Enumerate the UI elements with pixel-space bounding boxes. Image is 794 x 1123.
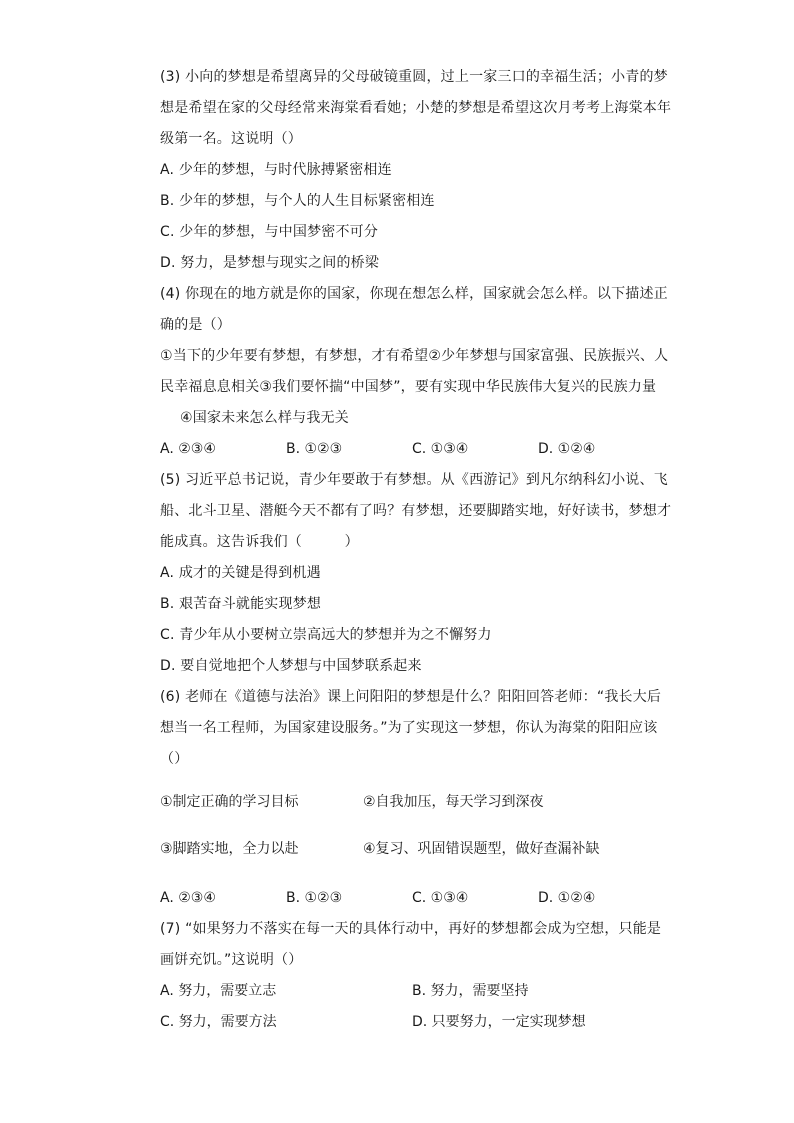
question-6	[160, 682, 670, 914]
option-a[interactable]: A. ②③④	[160, 441, 216, 457]
question-stem-line: 想是希望在家的父母经常来海棠看看她；小楚的梦想是希望这次月考考上海棠本年	[160, 100, 672, 116]
question-stem-line: 级第一名。这说明（）	[160, 131, 302, 147]
option-c[interactable]: C. 努力，需要方法	[160, 1014, 277, 1030]
question-7	[160, 914, 670, 1038]
statement-row	[160, 779, 670, 826]
option-c[interactable]: C. 青少年从小要树立崇高远大的梦想并为之不懈努力	[160, 627, 492, 643]
option-b[interactable]: B. ①②③	[286, 441, 343, 457]
option-a[interactable]: A. 少年的梦想，与时代脉搏紧密相连	[160, 162, 392, 178]
question-3	[160, 62, 670, 279]
option-b[interactable]: B. 少年的梦想，与个人的人生目标紧密相连	[160, 193, 435, 209]
question-4	[160, 279, 670, 465]
option-d[interactable]: D. 只要努力，一定实现梦想	[412, 1014, 586, 1030]
question-stem-line: 想当一名工程师，为国家建设服务。”为了实现这一梦想，你认为海棠的阳阳应该	[160, 720, 658, 736]
question-stem-line: (6) 老师在《道德与法治》课上问阳阳的梦想是什么？阳阳回答老师：“我长大后	[160, 689, 662, 705]
statement-line: ①当下的少年要有梦想，有梦想，才有希望②少年梦想与国家富强、民族振兴、人	[160, 348, 669, 364]
exam-page	[160, 62, 670, 1038]
question-stem-line: (5) 习近平总书记说，青少年要敢于有梦想。从《西游记》到凡尔纳科幻小说、飞	[160, 472, 668, 488]
option-c[interactable]: C. ①③④	[412, 890, 469, 906]
option-b[interactable]: B. 努力，需要坚持	[412, 983, 529, 999]
question-stem-line: 确的是（）	[160, 317, 231, 333]
option-d[interactable]: D. ①②④	[538, 890, 596, 906]
statement-1: ①制定正确的学习目标	[160, 794, 299, 810]
option-c[interactable]: C. ①③④	[412, 441, 469, 457]
question-stem-line: （）	[160, 751, 189, 767]
option-c[interactable]: C. 少年的梦想，与中国梦密不可分	[160, 224, 379, 240]
statement-line: 民幸福息息相关③我们要怀揣“中国梦”，要有实现中华民族伟大复兴的民族力量	[160, 379, 657, 395]
option-d[interactable]: D. 努力，是梦想与现实之间的桥梁	[160, 255, 380, 271]
option-b[interactable]: B. 艰苦奋斗就能实现梦想	[160, 596, 322, 612]
question-5	[160, 465, 670, 682]
question-stem-line: (3) 小向的梦想是希望离异的父母破镜重圆，过上一家三口的幸福生活；小青的梦	[160, 69, 668, 85]
statement-row	[160, 826, 670, 873]
options-row	[160, 434, 670, 465]
option-d[interactable]: D. 要自觉地把个人梦想与中国梦联系起来	[160, 658, 422, 674]
statement-4: ④复习、巩固错误题型，做好查漏补缺	[363, 841, 600, 857]
question-stem-line: (4) 你现在的地方就是你的国家，你现在想怎么样，国家就会怎么样。以下描述正	[160, 286, 668, 302]
options-row	[160, 976, 670, 1007]
option-a[interactable]: A. 成才的关键是得到机遇	[160, 565, 321, 581]
statement-3: ③脚踏实地，全力以赴	[160, 841, 299, 857]
statement-line: ④国家未来怎么样与我无关	[180, 410, 349, 426]
options-row	[160, 883, 670, 914]
question-stem-line: (7) “如果努力不落实在每一天的具体行动中，再好的梦想都会成为空想，只能是	[160, 921, 662, 937]
question-stem-line: 船、北斗卫星、潜艇今天不都有了吗？有梦想，还要脚踏实地，好好读书，梦想才	[160, 503, 672, 519]
option-a[interactable]: A. ②③④	[160, 890, 216, 906]
option-a[interactable]: A. 努力，需要立志	[160, 983, 277, 999]
option-b[interactable]: B. ①②③	[286, 890, 343, 906]
question-stem-line: 能成真。这告诉我们（ ）	[160, 534, 359, 550]
option-d[interactable]: D. ①②④	[538, 441, 596, 457]
question-stem-line: 画饼充饥。”这说明（）	[160, 952, 303, 968]
statement-2: ②自我加压，每天学习到深夜	[363, 794, 544, 810]
options-row	[160, 1007, 670, 1038]
